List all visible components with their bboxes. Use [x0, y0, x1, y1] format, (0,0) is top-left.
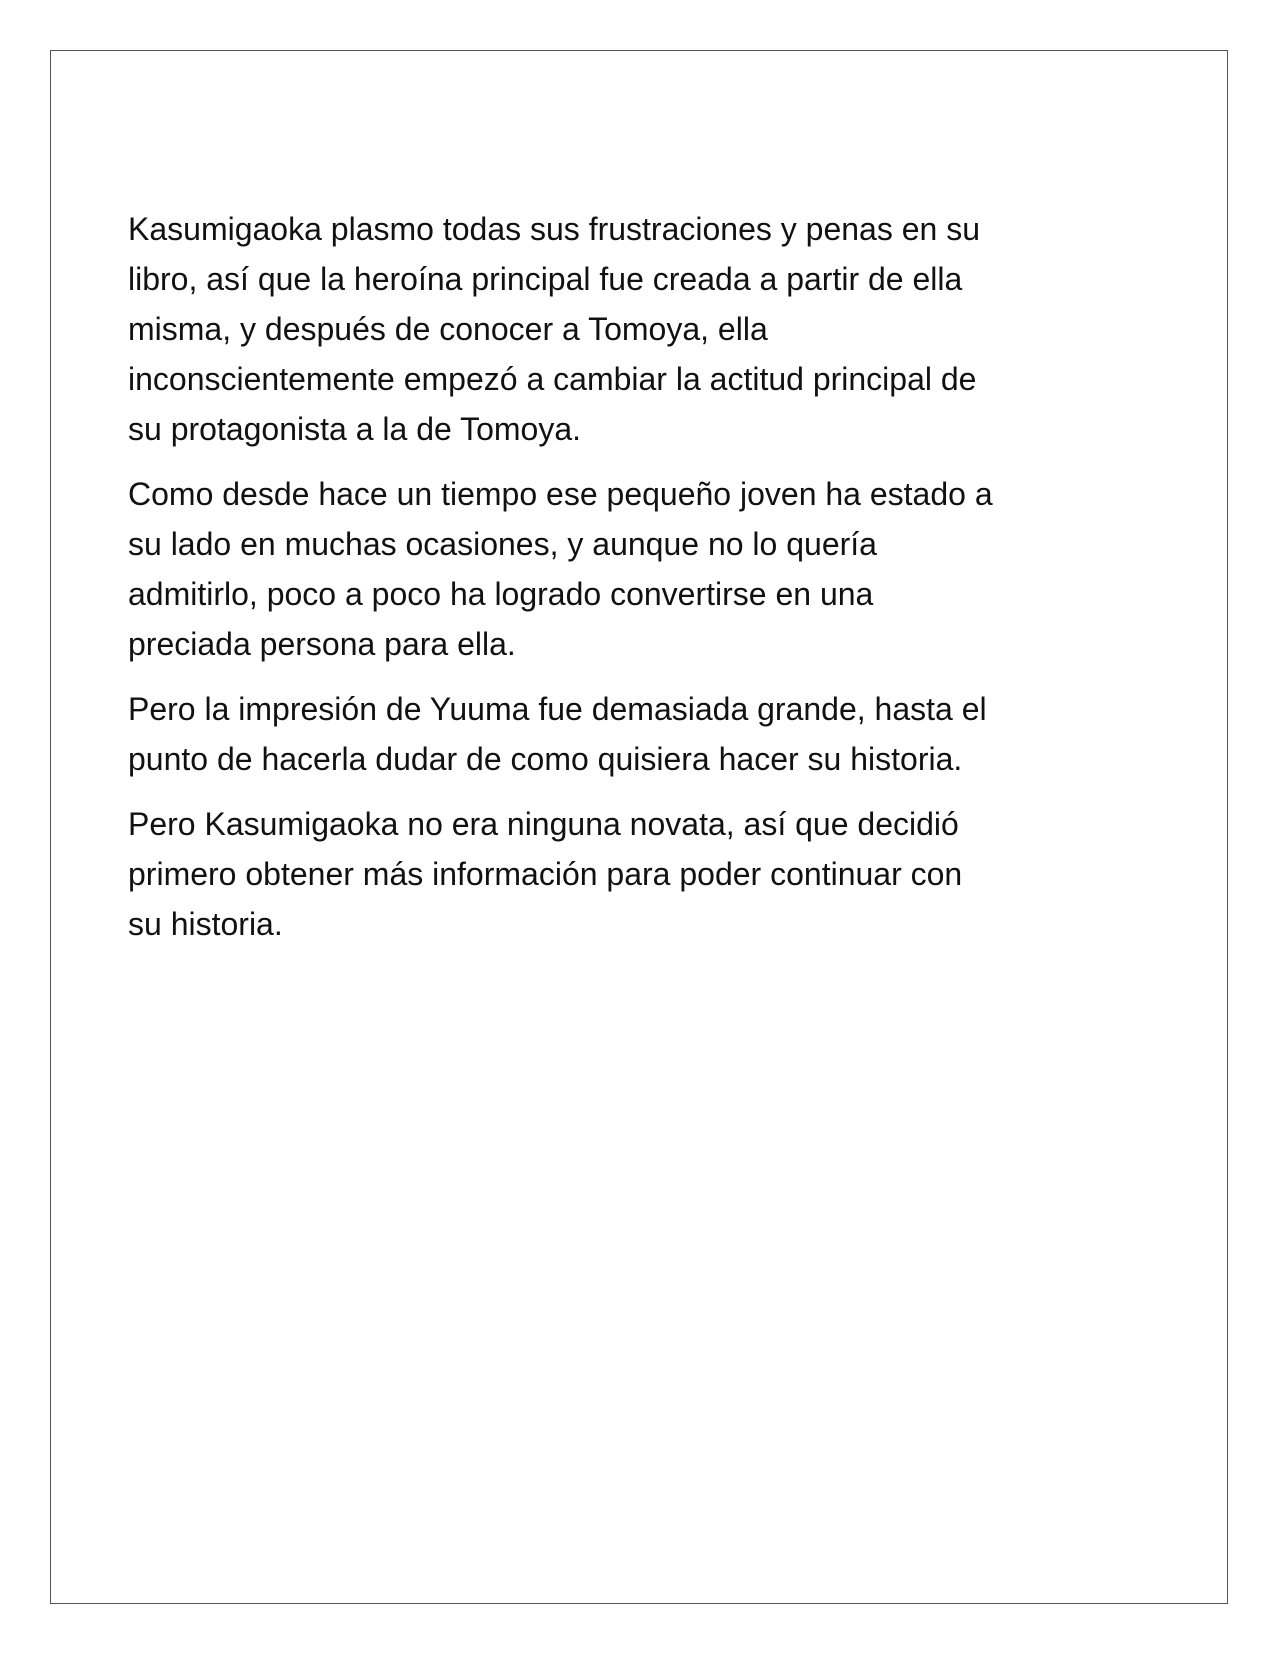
- paragraph-1: [128, 204, 1118, 454]
- text-line: su lado en muchas ocasiones, y aunque no lo quería: [128, 526, 877, 562]
- text-line: su historia.: [128, 906, 283, 942]
- paragraph-4: [128, 799, 1118, 949]
- text-line: misma, y después de conocer a Tomoya, ella: [128, 311, 768, 347]
- text-line: Como desde hace un tiempo ese pequeño joven ha estado a: [128, 476, 993, 512]
- text-line: admitirlo, poco a poco ha logrado convertirse en una: [128, 576, 874, 612]
- text-line: su protagonista a la de Tomoya.: [128, 411, 582, 447]
- text-line: libro, así que la heroína principal fue creada a partir de ella: [128, 261, 963, 297]
- text-line: punto de hacerla dudar de como quisiera hacer su historia.: [128, 741, 963, 777]
- text-line: Pero Kasumigaoka no era ninguna novata, así que decidió: [128, 806, 959, 842]
- text-line: primero obtener más información para poder continuar con: [128, 856, 963, 892]
- paragraph-3: [128, 684, 1118, 784]
- paragraph-2: [128, 469, 1118, 669]
- text-line: Pero la impresión de Yuuma fue demasiada grande, hasta el: [128, 691, 987, 727]
- text-line: preciada persona para ella.: [128, 626, 516, 662]
- document-body: [128, 204, 1118, 964]
- text-line: Kasumigaoka plasmo todas sus frustraciones y penas en su: [128, 211, 981, 247]
- text-line: inconscientemente empezó a cambiar la actitud principal de: [128, 361, 977, 397]
